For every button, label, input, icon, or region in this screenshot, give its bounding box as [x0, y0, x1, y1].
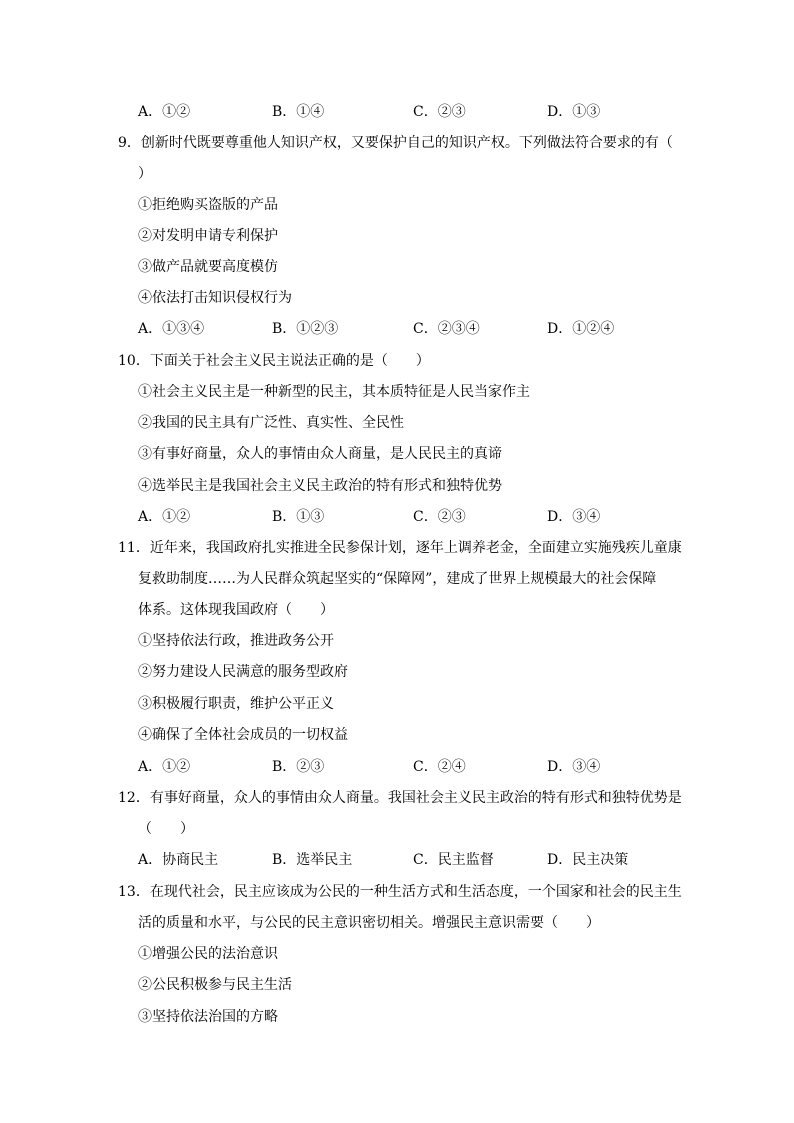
q10-option-c: C．②③ — [413, 509, 466, 525]
q11-item-4: ④确保了全体社会成员的一切权益 — [138, 727, 348, 743]
q10-item-3: ③有事好商量，众人的事情由众人商量，是人民民主的真谛 — [138, 446, 502, 462]
q12-stem: 12．有事好商量，众人的事情由众人商量。我国社会主义民主政治的特有形式和独特优势是 — [118, 790, 682, 806]
q9-option-a: A．①③④ — [138, 321, 205, 337]
q13-stem: 13．在现代社会，民主应该成为公民的一种生活方式和生活态度，一个国家和社会的民主生 — [118, 884, 682, 900]
q10-options — [138, 507, 698, 527]
q10-option-d: D．③④ — [547, 509, 601, 525]
q8-options — [138, 102, 698, 122]
q8-option-b: B．①④ — [272, 104, 325, 120]
q8-option-c: C．②③ — [413, 104, 466, 120]
q11-stem-cont-1: 复救助制度……为人民群众筑起坚实的“保障网”，建成了世界上规模最大的社会保障 — [138, 571, 657, 587]
q9-options — [138, 319, 698, 339]
q9-item-4: ④依法打击知识侵权行为 — [138, 290, 292, 306]
q9-option-d: D．①②④ — [547, 321, 615, 337]
q10-option-a: A．①② — [138, 509, 191, 525]
q9-item-2: ②对发明申请专利保护 — [138, 228, 278, 244]
q13-item-1: ①增强公民的法治意识 — [138, 946, 278, 962]
q11-option-c: C．②④ — [413, 759, 466, 775]
q12-stem-cont: （ ） — [138, 821, 194, 837]
q8-option-a: A．①② — [138, 104, 191, 120]
q10-option-b: B．①③ — [272, 509, 325, 525]
q13-stem-cont: 活的质量和水平，与公民的民主意识密切相关。增强民主意识需要（ ） — [138, 915, 600, 931]
q11-item-3: ③积极履行职责，维护公平正义 — [138, 696, 334, 712]
q9-stem-cont: ） — [138, 166, 152, 182]
q11-option-a: A．①② — [138, 759, 191, 775]
q10-item-1: ①社会主义民主是一种新型的民主，其本质特征是人民当家作主 — [138, 384, 530, 400]
q9-item-1: ①拒绝购买盗版的产品 — [138, 197, 278, 213]
q9-option-b: B．①②③ — [272, 321, 339, 337]
q12-option-b: B．选举民主 — [272, 852, 353, 868]
q11-item-1: ①坚持依法行政，推进政务公开 — [138, 633, 334, 649]
q11-stem: 11．近年来，我国政府扎实推进全民参保计划，逐年上调养老金，全面建立实施残疾儿童康 — [118, 540, 682, 556]
q9-option-c: C．②③④ — [413, 321, 480, 337]
q9-stem: 9．创新时代既要尊重他人知识产权，又要保护自己的知识产权。下列做法符合要求的有（ — [118, 135, 673, 151]
q11-stem-cont-2: 体系。这体现我国政府（ ） — [138, 602, 334, 618]
q11-options — [138, 757, 698, 777]
q12-options — [138, 850, 698, 870]
q11-item-2: ②努力建设人民满意的服务型政府 — [138, 664, 348, 680]
q9-item-3: ③做产品就要高度模仿 — [138, 259, 278, 275]
q8-option-d: D．①③ — [547, 104, 601, 120]
q12-option-a: A．协商民主 — [138, 852, 219, 868]
q10-stem: 10．下面关于社会主义民主说法正确的是（ ） — [118, 353, 430, 369]
q11-option-d: D．③④ — [547, 759, 601, 775]
q13-item-3: ③坚持依法治国的方略 — [138, 1009, 278, 1025]
q13-item-2: ②公民积极参与民主生活 — [138, 977, 292, 993]
q10-item-4: ④选举民主是我国社会主义民主政治的特有形式和独特优势 — [138, 478, 502, 494]
q10-item-2: ②我国的民主具有广泛性、真实性、全民性 — [138, 415, 404, 431]
q11-option-b: B．②③ — [272, 759, 325, 775]
q12-option-c: C．民主监督 — [413, 852, 494, 868]
q12-option-d: D．民主决策 — [547, 852, 629, 868]
